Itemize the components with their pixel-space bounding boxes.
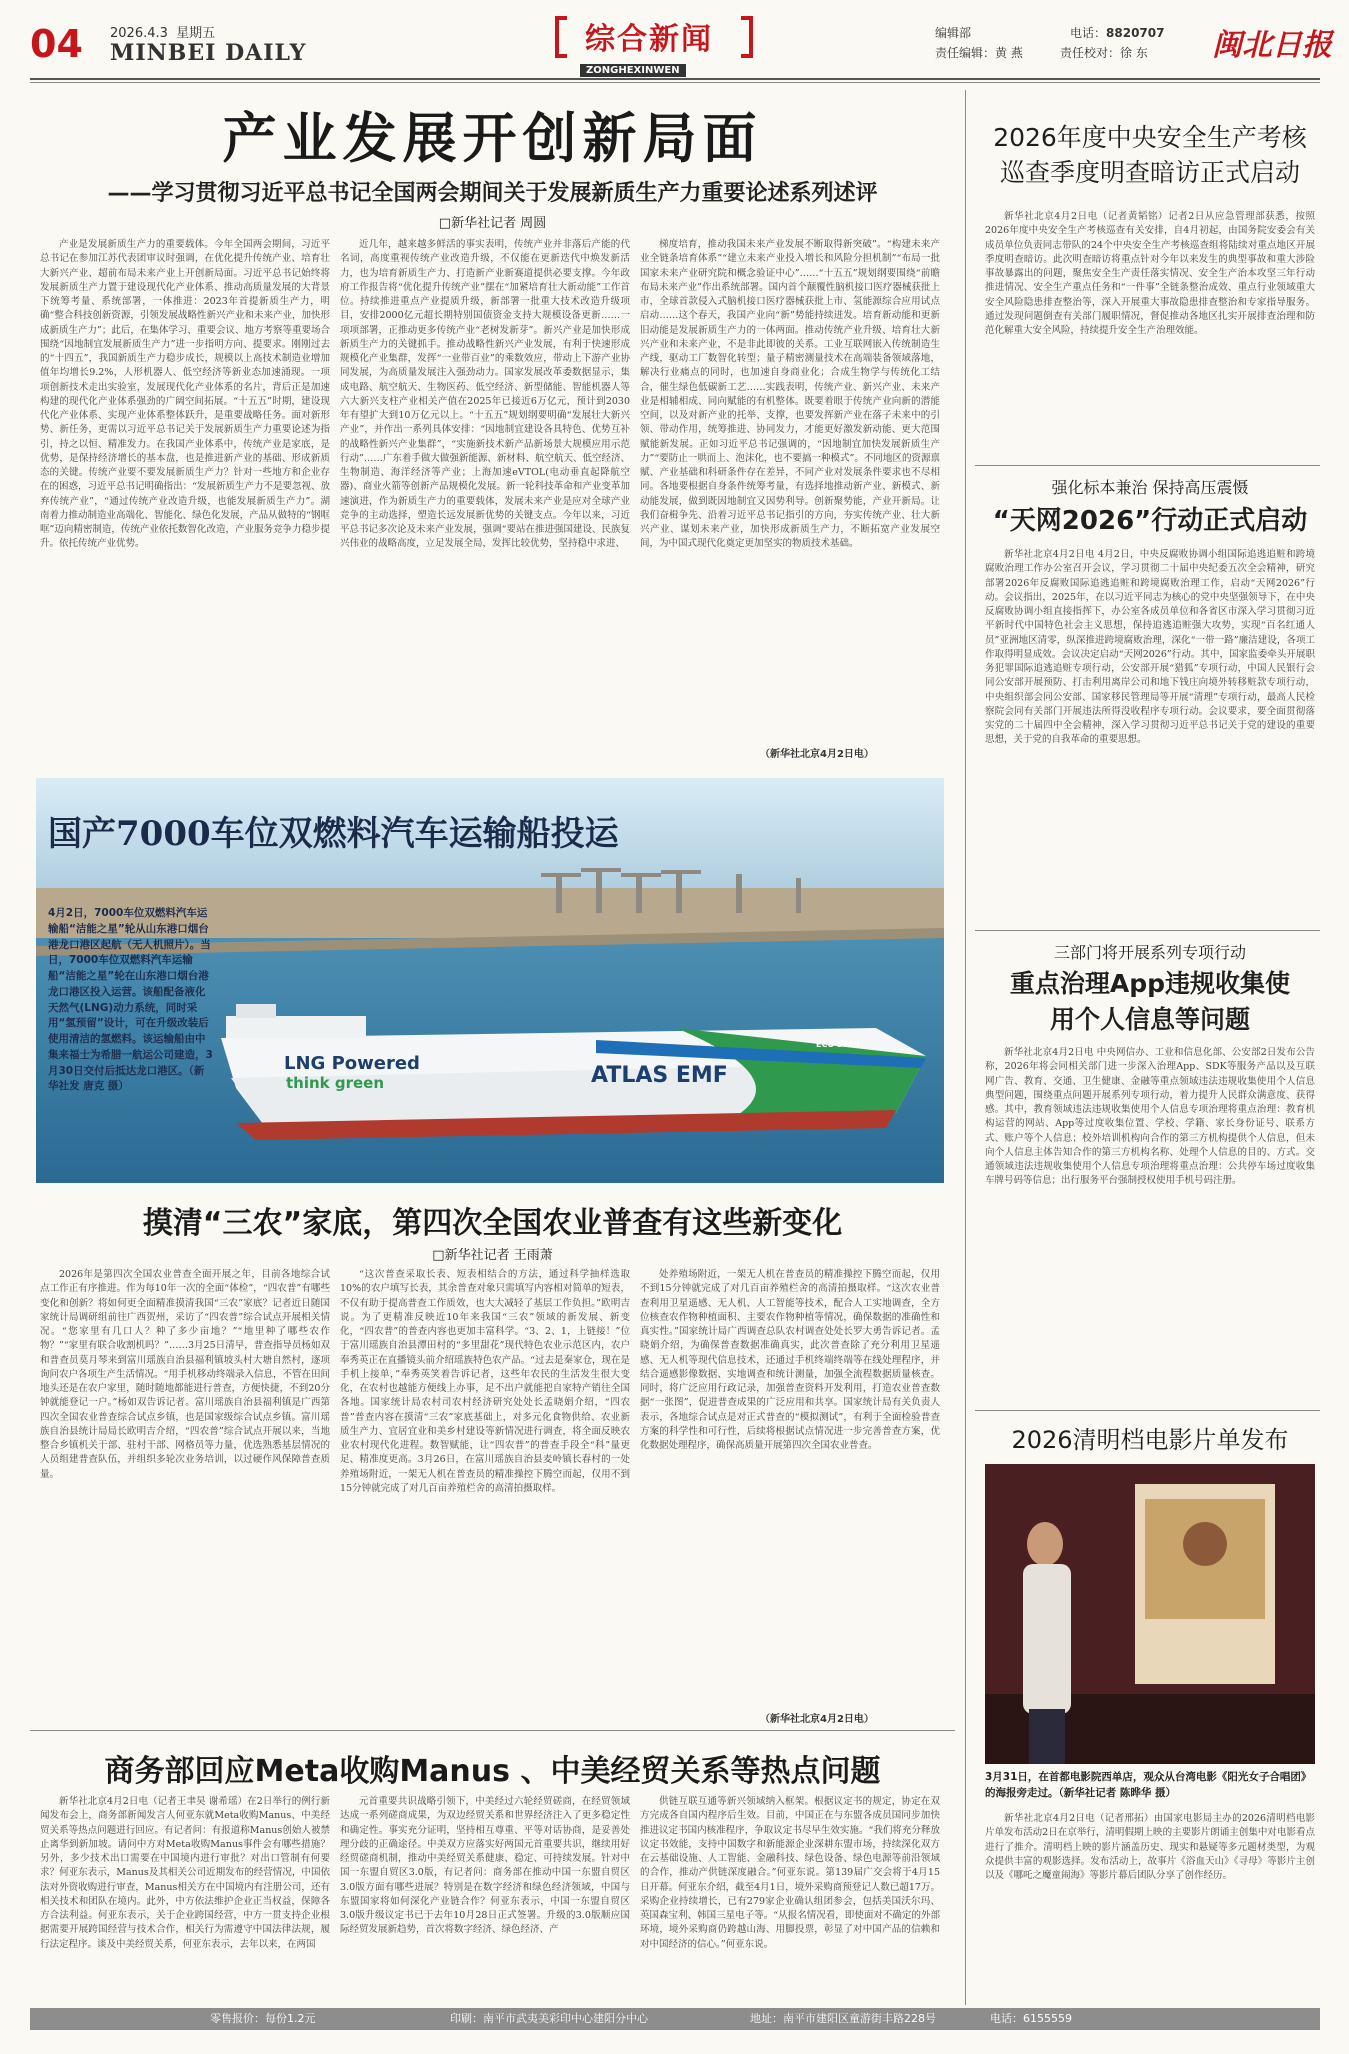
commerce-col-2	[340, 1795, 630, 1995]
page-number: 04	[30, 22, 83, 66]
census-endnote: （新华社北京4月2日电）	[760, 1714, 874, 1725]
photo-news-title: 国产7000车位双燃料汽车运输船投运	[48, 814, 619, 854]
lead-col-1-text: 产业是发展新质生产力的重要载体。今年全国两会期间，习近平总书记在参加江苏代表团审议时强调，在优化提升传统产业、培育壮大新兴产业、超前布局未来产业上开创新局面。习近平总书记始终将发展新质生产力置于建设现代化产业体系、推动高质量发展的大背景下统筹考量、系统部署，一体推进：2023年首提新质生产力，明确“整合科技创新资源，引领发展战略性新兴产业和未来产业，加快形成新质生产力”；此后，在集体学习、重要会议、地方考察等重要场合围绕“因地制宜发展新质生产力”进一步指明方向、提要求。刚刚过去的“十四五”，我国新质生产力稳步成长，规模以上高技术制造业增加值年均增长9.2%，人形机器人、低空经济等新业态加速涌现。一项项创新技术走出实验室，发展现代化产业体系的名片，背后正是加速构建的现代化产业体系强劲的广阔空间拓展。“十五五”时期，建设现代化产业体系、实现产业体系整体跃升，是重要战略任务。面对新形势、新任务，更需以习近平总书记关于发展新质生产力重要论述为指引，持之以恒、精准发力。在我国产业体系中，传统产业是家底，是优势，是保持经济增长的基本盘，也是推进新产业的基础、形成新质态的关键。传统产业要不要发展新质生产力？针对一些地方和企业存在的困惑，习近平总书记明确指出：“发展新质生产力不是要忽视、放弃传统产业”，“通过传统产业改造升级，也能发展新质生产力”。湖南着力推动制造业高端化、智能化、绿色化发展，产品从做特的“钢哐哐”迈向精密制造，传统产业依托数智化改造，产业服务竞争力稳步提升。依托传统产业优势。	[40, 239, 330, 550]
person-legs	[1029, 1709, 1065, 1764]
paper-logo: 闽北日报	[1212, 28, 1332, 63]
date: 2026.4.3	[110, 26, 168, 41]
ship-text-lng: LNG Powered	[284, 1053, 420, 1074]
weekday: 星期五	[176, 26, 216, 41]
census-col-1	[40, 1268, 330, 1723]
editor-dept: 编辑部	[935, 26, 972, 40]
commerce-col-3-text: 供链互联互通等新兴领域纳入框架。根据议定书的规定，协定在双方完成各自国内程序后生效。目前，中国正在与东盟各成员国同步加快推进议定书国内核准程序，争取议定书尽早生效实施。“我们将充分释放议定书效能，支持中国数字和新能源企业深耕东盟市场，持续深化双方在云基础设施、人工智能、金融科技、绿色设备、绿色电源等前沿领域的合作，推动产供链深度融合。”何亚东说。第139届广交会将于4月15日开幕。何亚东介绍，截至4月1日，境外采购商预登记人数已超17万。采购企业持续增长，已有279家企业确认组团参会，包括美国沃尔玛、英国森宝利、韩国三星电子等。“从报名情况看，即使面对不确定的外部环境，境外采购商仍跨越山海、用脚投票，彰显了对中国产品的信赖和对中国经济的信心。”何亚东说。	[640, 1796, 940, 1950]
person-head	[1027, 1522, 1063, 1566]
section-bracket	[555, 14, 755, 60]
movie-caption: 3月31日，在首都电影院西单店，观众从台湾电影《阳光女子合唱团》的海报旁走过。（新华社记者 陈晔华 摄）	[985, 1771, 1312, 1799]
footer-printer: 印刷：南平市武夷美彩印中心建阳分中心	[450, 2012, 648, 2025]
lead-byline: □新华社记者 周圆	[438, 216, 547, 231]
footer-price: 零售报价：每份1.2元	[210, 2012, 316, 2025]
app-headline: 重点治理App违规收集使用个人信息等问题	[1009, 969, 1291, 1035]
skynet-kicker: 强化标本兼治 保持高压震慑	[1051, 478, 1249, 497]
census-col-3-text: 处养殖场附近，一架无人机在普查员的精准操控下腾空而起，仅用不到15分钟就完成了对几百亩养殖栏舍的高清拍摄取样。“这次农业普查利用卫星遥感、无人机、人工智能等技术，配合人工实地调查，全方位核查农作物种植面积、主要农作物种植等情况，确保数据的准确性和真实性。”国家统计局广西调查总队农村调查处处长罗大勇告诉记者。孟晓娟介绍，为确保普查数据准确真实，此次普查除了充分利用卫星遥感、无人机等现代信息技术，还通过手机终端终端等在线处理程序，并结合遥感影像数据、实地调查和统计测量，加强全流程数据质量核查。同时，将广泛应用行政记录，加强普查资料开发利用，打造农业普查数据“一张图”，促进普查成果的广泛应用和共享。国家统计局有关负责人表示，各地综合试点是对正式普查的“模拟测试”，有利于全面检验普查方案的科学性和可行性，后续将根据试点情况进一步完善普查方案，优化数据处理程序，确保高质量开展第四次全国农业普查。	[640, 1269, 940, 1451]
movie-body-text: 新华社北京4月2日电（记者邢拓）由国家电影局主办的2026清明档电影片单发布活动2日在京举行，清明假期上映的主要影片朗诵主创集中对电影看点进行了推介。清明档上映的影片涵盖历史、现实和悬疑等多元题材类型，为观众提供丰富的观影选择。发布活动上，故事片《浴血天山》《寻母》等影片主创以及《哪吒之魔童闹海》等影片幕后团队分享了创作经历。	[985, 1813, 1315, 1881]
lead-col-2	[340, 238, 630, 758]
masthead-rule	[30, 78, 1320, 80]
lead-col-1	[40, 238, 330, 758]
lead-col-3-text: 梯度培育，推动我国未来产业发展不断取得新突破”。“构建未来产业全链条培育体系”“建立未来产业投入增长和风险分担机制”“布局一批国家未来产业研究院和概念验证中心”……“十五五”规划纲要围绕“前瞻布局未来产业”作出系统部署。国内首个颠覆性脑机接口医疗器械获批上市，全球首款侵入式脑机接口医疗器械获批上市、氢能源综合应用试点启动……这个春天，我国产业向“新”势能持续迸发。培育新动能和更新旧动能是发展新质生产力的一体两面。推动传统产业升级、培育壮大新兴产业和未来产业，不是非此即彼的关系。工业互联网嵌入传统制造生产线，驱动工厂数智化转型；量子精密测量技术在高端装备领域落地，解决行业痛点的同时，也加速自身商业化；合成生物学与传统化工结合，催生绿色低碳新工艺……实践表明，传统产业、新兴产业、未来产业是相辅相成、同向赋能的有机整体。既要着眼于传统产业向新的潜能空间，以及对新产业的托举、支撑，也要发挥新产业在落子未来中的引领、带动作用，统筹推进、协同发力，才能更好激发新动能、更大范围赋能新发展。正如习近平总书记强调的，“因地制宜加快发展新质生产力”“要防止一哄而上、泡沫化，也不要搞一种模式”。不同地区的资源禀赋、产业基础和科研条件存在差异，不同产业对发展条件要求也不尽相同。各地要根据自身条件统筹考量，有选择地推动新产业、新模式、新动能发展，做到既因地制宜又因势利导。创新聚势能，产业开新局。让我们奋楫争先、沿着习近平总书记指引的方向，夯实传统产业、壮大新兴产业、谋划未来产业，加快形成新质生产力，不断拓宽产业发展空间，为中国式现代化奠定更加坚实的物质技术基础。	[640, 239, 940, 550]
phone-label: 电话：	[1070, 26, 1107, 40]
commerce-col-1	[40, 1795, 330, 1995]
census-col-1-text: 2026年是第四次全国农业普查全面开展之年，目前各地综合试点工作正有序推进。作为每10年一次的全面“体检”，“四农普”有哪些变化和创新？将如何更全面精准摸清我国“三农”家底？记者近日随国家统计局调研组前往广西贺州，采访了“四农普”综合试点开展相关情况。“您家里有几口人？种了多少亩地？”“地里种了哪些农作物？”“家里有联合收割机吗？”……3月25日清早，普查指导员杨如双和普查员莫月琴来到富川瑶族自治县福利镇坡头村大塘自然村，逐项询问农户各项生产生活情况。“用手机移动终端录入信息，不管在田间地头还是在农户家里，随时随地都能进行普查，方便快捷，不到20分钟就能登记一户。”杨如双告诉记者。富川瑶族自治县福利镇是广西第四次全国农业普查综合试点乡镇，也是国家级综合试点乡镇。富川瑶族自治县统计局局长欧明吉介绍，“四农普”综合试点开展以来，当地整合乡镇机关干部、驻村干部、网格员等力量，优选熟悉基层情况的人员组建普查队伍，并组织多轮次业务培训，以过硬作风保障普查质量。	[40, 1269, 330, 1480]
census-headline: 摸清“三农”家底，第四次全国农业普查有这些新变化	[142, 1206, 843, 1241]
ship-text-atlas: ATLAS EMF	[591, 1063, 728, 1088]
right-column-divider	[965, 90, 966, 2005]
ship-text-eco: ECO STAR	[816, 1040, 860, 1049]
bracket-right	[741, 16, 753, 58]
footer-bar	[30, 2008, 1320, 2030]
ship-text-think-green: think green	[286, 1074, 385, 1092]
footer-phone: 电话：6155559	[990, 2012, 1072, 2025]
resp-proof: 责任校对：徐 东	[1060, 46, 1148, 60]
census-bottom-rule	[30, 1730, 955, 1731]
person-body	[1023, 1564, 1071, 1714]
resp-editor: 责任编辑：黄 燕	[935, 46, 1023, 60]
bracket-left	[555, 16, 567, 58]
photo-news-block	[36, 778, 944, 1183]
census-byline: □新华社记者 王雨萧	[432, 1248, 553, 1263]
movie-headline: 2026清明档电影片单发布	[1011, 1426, 1289, 1454]
app-body-text: 新华社北京4月2日电 中央网信办、工业和信息化部、公安部2日发布公告称，2026年将会同相关部门进一步深入治理App、SDK等服务产品以及互联网广告、教育、交通、卫生健康、金融等重点领域违法违规收集使用个人信息典型问题，围绕重点问题开展系列专项行动，着力提升人民群众满意度、获得感。其中，教育领域违法违规收集使用个人信息专项治理将重点治理：教育机构运营的网站、App等过度收集位置、学校、学籍、家长身份证号、联系方式、账户等个人信息；校外培训机构向合作的第三方机构提供个人信息，但未向个人信息主体告知合作的第三方机构名称、处理个人信息的目的、方式。交通领域违法违规收集使用个人信息专项治理将重点治理：公共停车场过度收集车牌号码等信息；出行服务平台强制授权使用手机号码注册。	[985, 1047, 1315, 1187]
section-pinyin: ZONGHEXINWEN	[580, 64, 686, 77]
lead-subheadline: ——学习贯彻习近平总书记全国两会期间关于发展新质生产力重要论述系列述评	[107, 181, 878, 206]
census-col-2-text: “这次普查采取长表、短表相结合的方法，通过科学抽样选取10%的农户填写长表，其余普查对象只需填写内容相对简单的短表，不仅有助于提高普查工作质效，也大大减轻了基层工作负担。”欧明吉说。为了更精准反映近10年来我国“三农”领域的新发展、新变化，“四农普”的普查内容也更加丰富科学。“3、2、1，上链接！”位于富川瑶族自治县潭田村的“多里甜花”现代特色农业示范区内，农户奉秀英正在直播镜头前介绍瑶族特色农产品。“过去是秦家仓，现在是手机上接单，”奉秀英笑着告诉记者，这些年农民的生活发生很大变化，在农村也越能方便线上办事，足不出户就能把自家特产销往全国各地。国家统计局农村司农村经济研究处处长孟晓娟介绍，“四农普”普查内容在摸清“三农”家底基础上，对多元化食物供给、农业新质生产力、宜居宜业和美乡村建设等新情况进行调查，将全面反映农业农村现代化进程。数智赋能，让“四农普”的普查手段全“科”量更足、精准度更高。3月26日，在富川瑶族自治县麦岭镇长春村的一处养殖场附近，一架无人机在普查员的精准操控下腾空而起，仅用不到15分钟就完成了对几百亩养殖栏舍的高清拍摄取样。	[340, 1269, 630, 1494]
skynet-body-text: 新华社北京4月2日电 4月2日，中央反腐败协调小组国际追逃追赃和跨境腐败治理工作办公室召开会议，学习贯彻二十届中央纪委五次全会精神，研究部署2026年反腐败国际追逃追赃和跨境腐败治理工作，启动“天网2026”行动。会议指出，2025年，在以习近平同志为核心的党中央坚强领导下，在中央反腐败协调小组直接指挥下，办公室各成员单位和各省区市深入学习贯彻习近平新时代中国特色社会主义思想，保持追逃追赃强大攻势，实现“百名红通人员”亚洲地区清零，纵深推进跨境腐败治理，深化“一带一路”廉洁建设，各项工作取得明显成效。会议决定启动“天网2026”行动。其中，国家监委牵头开展职务犯罪国际追逃追赃专项行动，公安部开展“猎狐”专项行动，中国人民银行会同公安部开展预防、打击利用离岸公司和地下钱庄向境外转移赃款专项行动，中央组织部会同公安部、国家移民管理局等开展“清理”专项行动，最高人民检察院会同有关部门开展违法所得没收程序专项行动。会议要求，要全面贯彻落实党的二十届四中全会精神，深入学习贯彻习近平总书记关于党的建设的重要思想，关于党的自我革命的重要思想。	[985, 549, 1315, 746]
app-body	[985, 1046, 1315, 1401]
right-rule-3	[975, 1410, 1320, 1411]
footer-address: 地址：南平市建阳区童游街丰路228号	[750, 2012, 936, 2025]
commerce-col-3	[640, 1795, 940, 1995]
issue-date	[110, 22, 215, 41]
safety-body-text: 新华社北京4月2日电（记者黄韬铭）记者2日从应急管理部获悉，按照2026年度中央安全生产考核巡查有关安排，自4月初起，由国务院安委会有关成员单位负责同志带队的24个中央安全生产考核巡查组将陆续对重点地区开展季度明查暗访。此次明查暗访将重点针对今年以来发生的典型事故和重大涉险事故暴露出的问题，聚焦安全生产责任落实情况、安全生产治本攻坚三年行动推进情况、安全生产重点任务和“一件事”全链条整治成效、重点行业领域重大安全风险隐患排查整治等，深入开展重大事故隐患排查整治和专家指导服务。通过发现问题倒查有关部门履职情况，督促推动各地区扎实开展排查治理和防范化解重大安全风险，持续提升安全生产治理效能。	[985, 211, 1315, 336]
safety-headline: 2026年度中央安全生产考核巡查季度明查暗访正式启动	[993, 123, 1307, 187]
lead-headline: 产业发展开创新局面	[222, 107, 763, 170]
paper-en-name: MINBEI DAILY	[110, 40, 307, 66]
masthead-rule-2	[30, 82, 1320, 83]
safety-body	[985, 210, 1315, 455]
lead-col-3	[640, 238, 940, 743]
lead-endnote: （新华社北京4月2日电）	[760, 749, 874, 760]
commerce-col-2-text: 元首重要共识战略引领下，中美经过六轮经贸磋商，在经贸领域达成一系列磋商成果，为双边经贸关系和世界经济注入了更多稳定性和确定性。事实充分证明，坚持相互尊重、平等对话协商，是妥善处理分歧的正确途径。中美双方应落实好两国元首重要共识，继续用好经贸磋商机制，推动中美经贸关系健康、稳定、可持续发展。针对中国一东盟自贸区3.0版，有记者问：商务部在推动中国一东盟自贸区3.0版方面有哪些进展？特别是在数字经济和绿色经济领域，中国与东盟国家将如何深化产业链合作？何亚东表示，中国一东盟自贸区3.0版升级议定书已于去年10月28日正式签署。升级的3.0版顺应国际经贸发展新趋势，首次将数字经济、绿色经济、产	[340, 1796, 630, 1936]
skynet-headline: “天网2026”行动正式启动	[992, 506, 1308, 536]
commerce-headline: 商务部回应Meta收购Manus 、中美经贸关系等热点问题	[104, 1754, 881, 1789]
poster-figure	[1183, 1522, 1227, 1566]
right-rule-1	[975, 465, 1320, 466]
section-title: 综合新闻	[585, 22, 713, 57]
movie-photo-art	[985, 1464, 1315, 1764]
census-col-3	[640, 1268, 940, 1708]
commerce-col-1-text: 新华社北京4月2日电（记者王聿昊 谢希瑶）在2日举行的例行新闻发布会上，商务部新闻发言人何亚东就Meta收购Manus、中美经贸关系等热点问题进行回应。有记者问：有报道称Manus创始人被禁止离华到新加坡。请问中方对Meta收购Manus事件会有哪些措施？另外，多少技术出口需要在中国境内进行审批？对出口管制有何要求？何亚东表示，Manus及其相关公司近期发布的经营情况，中国依法对外资收购进行审查，Manus相关方在中国境内有注册公司，还有相关技术和团队在境内。此外，中方依法维护企业正当权益，保障各方合法利益。何亚东表示，关于企业跨国经营，中方一贯支持企业根据需要开展跨国经营与技术合作，相关行为需遵守中国法律法规，履行法定程序。谈及中美经贸关系，何亚东表示，去年以来，在两国	[40, 1796, 330, 1950]
movie-photo	[985, 1464, 1315, 1764]
phone	[1070, 24, 1164, 41]
movie-body	[985, 1812, 1315, 1997]
masthead	[0, 0, 1349, 76]
app-kicker: 三部门将开展系列专项行动	[1053, 943, 1246, 962]
phone-number: 8820707	[1106, 26, 1165, 40]
photo-caption: 4月2日，7000车位双燃料汽车运输船“洁能之星”轮从山东港口烟台港龙口港区起航（无人机照片）。当日，7000车位双燃料汽车运输船“洁能之星”轮在山东港口烟台港龙口港区投入运营。该船配备液化天然气(LNG)动力系统，同时采用“氢预留”设计，可在升级改装后使用清洁的氢燃料。该运输船由中集来福士为希腊一航运公司建造，3月30日交付后抵达龙口港区。（新华社发 唐克 摄）	[48, 907, 213, 1093]
skynet-body	[985, 548, 1315, 923]
right-rule-2	[975, 930, 1320, 931]
lead-col-2-text: 近几年，越来越多鲜活的事实表明，传统产业并非落后产能的代名词，高度重视传统产业改造升级，不仅能在更新迭代中焕发新活力，也为培育新质生产力、打造新产业新赛道提供必要支撑。今年政府工作报告将“优化提升传统产业”摆在“加紧培育壮大新动能”工作首位。持续推进重点产业提质升级，新部署一批重大技术改造升级项目，安排2000亿元超长期特别国债资金支持大规模设备更新……一项项部署，正推动更多传统产业“老树发新芽”。新兴产业是加快形成新质生产力的关键抓手。推动战略性新兴产业发展，有利于快速形成规模化产业集群，发挥“一业带百业”的乘数效应，带动上下游产业协同发展，为高质量发展注入强劲动力。国家发展改革委数据显示，集成电路、航空航天、生物医药、低空经济、新型储能、智能机器人等六大新兴支柱产业相关产值在2025年已接近6万亿元，预计到2030年有望扩大到10万亿元以上。“十五五”规划纲要明确“发展壮大新兴产业”，并作出一系列具体安排：“因地制宜建设各具特色、优势互补的战略性新兴产业集群”，“实施新技术新产品新场景大规模应用示范行动”……广东着手做大做强新能源、新材料、航空航天、低空经济、生物制造、海洋经济等产业；上海加速eVTOL(电动垂直起降航空器)、商业火箭等创新产品规模化发展。新一轮科技革命和产业变革加速演进，作为新质生产力的重要载体，发展未来产业是应对全球产业竞争的主动选择，塑造长远发展新优势的关键支点。今年以来，习近平总书记多次论及未来产业发展，强调“要站在推进强国建设、民族复兴伟业的战略高度，立足发展全局，发挥比较优势，坚持稳中求进、	[340, 239, 630, 550]
census-col-2	[340, 1268, 630, 1723]
